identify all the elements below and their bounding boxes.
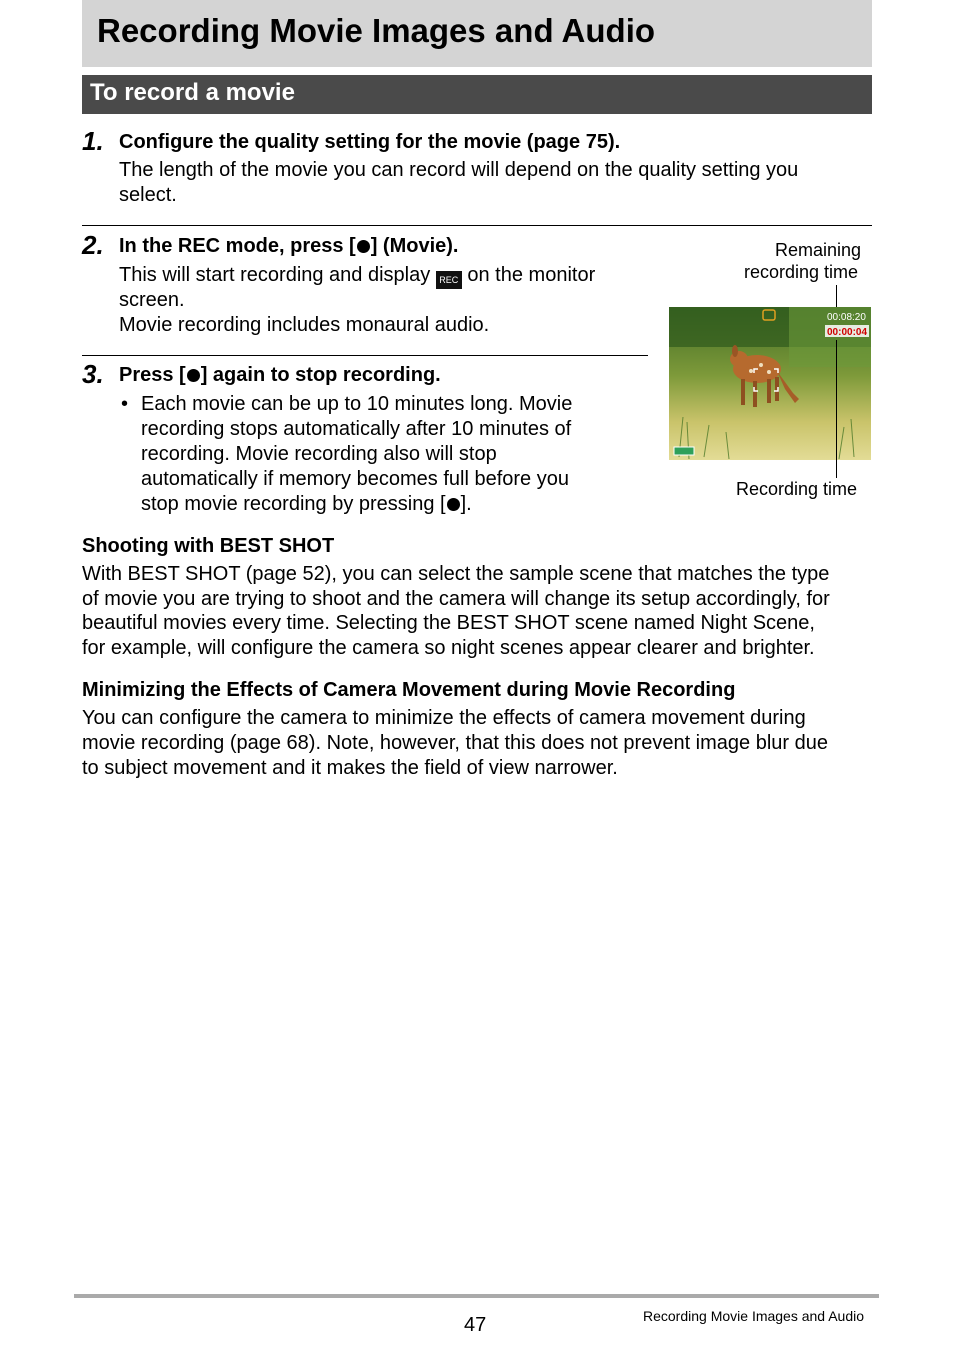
page-title: Recording Movie Images and Audio	[97, 12, 656, 49]
minimizing-heading: Minimizing the Effects of Camera Movement during Movie Recording	[82, 679, 736, 701]
step-1-body-line-1: The length of the movie you can record will depend on the quality setting you	[119, 159, 799, 181]
step-2-line-1	[119, 263, 595, 289]
step-1-heading: Configure the quality setting for the movie (page 75).	[119, 131, 621, 153]
best-shot-heading: Shooting with BEST SHOT	[82, 535, 335, 557]
best-shot-line-1: With BEST SHOT (page 52), you can select the sample scene that matches the type	[82, 563, 830, 585]
bullet-line-5	[141, 492, 472, 517]
best-shot-line-4: for example, will configure the camera so night scenes appear clearer and brighter.	[82, 637, 815, 659]
step-3-heading-post: ] again to stop recording.	[200, 364, 441, 386]
step-3-heading-pre: Press [	[119, 364, 186, 386]
step-2-heading	[119, 235, 459, 258]
step-1-body-line-2: select.	[119, 184, 177, 206]
step-2-heading-pre: In the REC mode, press [	[119, 235, 356, 257]
battery-icon	[674, 447, 694, 455]
section-title: To record a movie	[90, 79, 295, 106]
best-shot-line-2: of movie you are trying to shoot and the camera will change its setup accordingly, for	[82, 588, 830, 610]
step-3-heading	[119, 364, 441, 387]
bullet-line-5-post: ].	[460, 493, 472, 515]
bullet-line-4: automatically if memory becomes full before you	[141, 468, 569, 490]
remaining-time-label-line-2: recording time	[744, 262, 859, 282]
deer-photo-illustration	[669, 307, 871, 460]
bullet-line-3: recording. Movie recording also will stop	[141, 443, 497, 465]
step-1-number: 1.	[82, 126, 104, 156]
step-2-line-1-pre: This will start recording and display	[119, 264, 431, 286]
footer-rule	[74, 1294, 879, 1298]
step-divider	[82, 355, 648, 356]
step-2-line-1-post: on the monitor	[467, 264, 596, 286]
minimizing-line-3: to subject movement and it makes the field of view narrower.	[82, 757, 618, 779]
shutter-button-icon	[357, 240, 370, 253]
bullet-marker: •	[121, 393, 129, 415]
running-title: Recording Movie Images and Audio	[643, 1308, 865, 1324]
minimizing-line-2: movie recording (page 68). Note, however, that this does not prevent image blur due	[82, 732, 828, 754]
shutter-button-icon	[187, 369, 200, 382]
step-2-line-2: screen.	[119, 289, 185, 311]
shutter-button-icon	[447, 498, 460, 511]
recording-time-leader-line	[836, 340, 837, 478]
bullet-line-1: Each movie can be up to 10 minutes long. Movie	[141, 393, 573, 415]
minimizing-line-1: You can configure the camera to minimize the effects of camera movement during	[82, 707, 806, 729]
page-number: 47	[464, 1314, 487, 1336]
rec-indicator-icon: REC	[436, 271, 462, 289]
step-2-number: 2.	[82, 230, 104, 260]
remaining-time-label-line-1: Remaining	[775, 240, 862, 260]
step-2-line-3: Movie recording includes monaural audio.	[119, 314, 490, 336]
step-divider	[82, 225, 872, 226]
recording-time-label: Recording time	[736, 479, 858, 499]
bullet-line-5-pre: stop movie recording by pressing [	[141, 493, 446, 515]
best-shot-line-3: beautiful movies every time. Selecting the BEST SHOT scene named Night Scene,	[82, 612, 815, 634]
recording-time-readout: 00:00:04	[827, 327, 868, 338]
bullet-line-2: recording stops automatically after 10 minutes of	[141, 418, 572, 440]
remaining-time-readout: 00:08:20	[827, 312, 866, 323]
camera-monitor-photo	[669, 307, 871, 460]
step-3-number: 3.	[82, 359, 104, 389]
step-2-heading-post: ] (Movie).	[370, 235, 459, 257]
